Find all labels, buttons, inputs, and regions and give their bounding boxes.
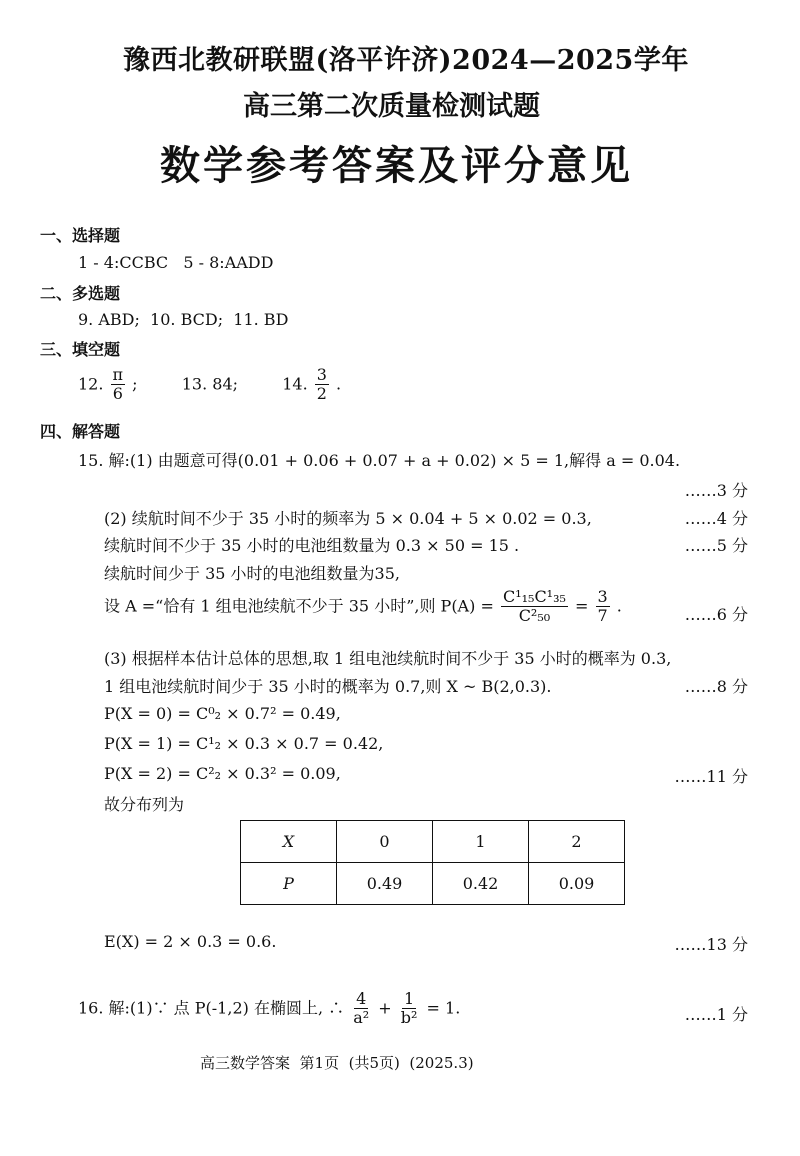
q16-plus: + — [378, 998, 392, 1018]
q16-fraction-2 — [399, 990, 420, 1028]
q16-fraction-1 — [351, 990, 371, 1028]
q16-line-1 — [78, 990, 460, 1028]
q15-score-11: ……11 分 — [674, 767, 748, 786]
q15-comb-denominator: C²₅₀ — [518, 606, 551, 626]
q12-numerator: π — [112, 365, 124, 384]
table-cell: 0.09 — [529, 863, 625, 905]
q15-result-fraction — [596, 588, 610, 626]
q16-numerator-1: 4 — [356, 989, 367, 1008]
multi-answers: 9. ABD; 10. BCD; 11. BD — [78, 310, 289, 329]
q14-end: . — [336, 374, 342, 394]
q15-score-5: ……5 分 — [684, 536, 748, 555]
table-cell: 1 — [433, 821, 529, 863]
distribution-table — [240, 820, 625, 905]
q16-denominator-2: b² — [400, 1008, 418, 1028]
table-cell: 0 — [337, 821, 433, 863]
q16-condition: 16. 解:(1)∵ 点 P(-1,2) 在椭圆上, ∴ — [78, 998, 350, 1018]
table-cell: P — [241, 863, 337, 905]
page-footer: 高三数学答案 第1页 (共5页) (2025.3) — [200, 1054, 474, 1072]
table-row — [241, 821, 625, 863]
q14-denominator: 2 — [316, 384, 327, 404]
q15-score-4: ……4 分 — [684, 509, 748, 528]
q14-label: 14. — [282, 374, 308, 394]
q15-line-9: P(X = 1) = C¹₂ × 0.3 × 0.7 = 0.42, — [104, 734, 384, 753]
q14-fraction — [315, 366, 329, 404]
q15-equals: = — [575, 596, 589, 616]
q15-result-numerator: 3 — [597, 587, 608, 606]
table-row — [241, 863, 625, 905]
table-cell: 0.42 — [433, 863, 529, 905]
section-heading-solution: 四、解答题 — [40, 422, 121, 441]
q15-line-1: 15. 解:(1) 由题意可得(0.01 + 0.06 + 0.07 + a + 0.02) × 5 = 1,解得 a = 0.04. — [78, 451, 681, 470]
q16-numerator-2: 1 — [404, 989, 415, 1008]
q16-denominator-1: a² — [353, 1008, 370, 1028]
section-heading-choice: 一、选择题 — [40, 226, 121, 245]
header-line-1: 豫西北教研联盟(洛平许济)2024—2025学年 — [123, 45, 689, 76]
q15-score-8: ……8 分 — [684, 677, 748, 696]
q15-line-6: (3) 根据样本估计总体的思想,取 1 组电池续航时间不少于 35 小时的概率为 0.3, — [104, 649, 672, 668]
table-cell: 2 — [529, 821, 625, 863]
q12-denominator: 6 — [112, 384, 123, 404]
q15-line-12: E(X) = 2 × 0.3 = 0.6. — [104, 932, 277, 951]
q15-line-5 — [104, 588, 622, 626]
q15-line-8: P(X = 0) = C⁰₂ × 0.7² = 0.49, — [104, 704, 341, 723]
choice-answers: 1 - 4:CCBC 5 - 8:AADD — [78, 253, 274, 272]
q12-label: 12. — [78, 374, 104, 394]
q15-line-2: (2) 续航时间不少于 35 小时的频率为 5 × 0.04 + 5 × 0.02 = 0.3, — [104, 509, 592, 528]
section-heading-multi: 二、多选题 — [40, 284, 121, 303]
q15-score-6: ……6 分 — [684, 605, 748, 624]
q15-event-definition: 设 A =“恰有 1 组电池续航不少于 35 小时”,则 P(A) = — [104, 596, 494, 616]
q14-numerator: 3 — [316, 365, 327, 384]
q15-line-10: P(X = 2) = C²₂ × 0.3² = 0.09, — [104, 764, 341, 783]
q12-fraction — [111, 366, 126, 404]
header-line-2: 高三第二次质量检测试题 — [243, 91, 540, 122]
q15-line-4: 续航时间少于 35 小时的电池组数量为35, — [104, 564, 400, 583]
q15-score-3: ……3 分 — [684, 481, 748, 500]
q16-score-1: ……1 分 — [684, 1005, 748, 1024]
page-title: 数学参考答案及评分意见 — [160, 142, 633, 189]
q16-equals: = 1. — [426, 998, 461, 1018]
table-cell: X — [241, 821, 337, 863]
q15-result-denominator: 7 — [597, 606, 608, 626]
q15-line-7: 1 组电池续航时间少于 35 小时的概率为 0.7,则 X ~ B(2,0.3). — [104, 677, 552, 696]
q12-end: ; — [132, 374, 138, 394]
q15-comb-numerator: C¹₁₅C¹₃₅ — [502, 587, 566, 606]
q15-comb-fraction — [501, 588, 568, 626]
section-heading-fill: 三、填空题 — [40, 340, 121, 359]
table-cell: 0.49 — [337, 863, 433, 905]
q15-line-11: 故分布列为 — [104, 795, 185, 814]
fill-answers — [78, 366, 341, 404]
q15-score-13: ……13 分 — [674, 935, 748, 954]
q13-answer: 13. 84; — [181, 374, 239, 394]
q15-period: . — [616, 596, 622, 616]
q15-line-3: 续航时间不少于 35 小时的电池组数量为 0.3 × 50 = 15 . — [104, 536, 520, 555]
